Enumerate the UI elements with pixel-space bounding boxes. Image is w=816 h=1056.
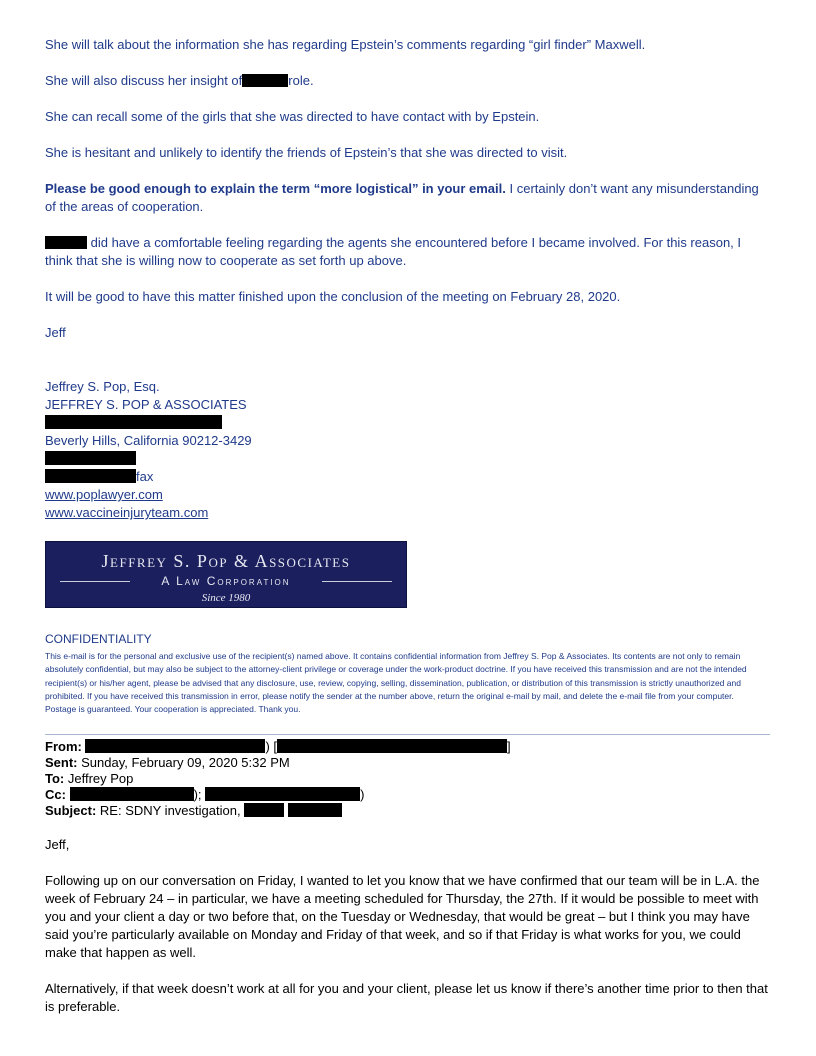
- confidentiality-body: This e-mail is for the personal and exclusive use of the recipient(s) named above. It contains confidential information from Jeffrey S. Pop & Associates. Its contents are not only to remain absolutely confidential, but may also be subject to the attorney-client privilege or coverage under the work-product doctrine. If you have received this transmission and are not the intended recipient(s) or his/her agent, please be advised that any disclosure, use, review, copying, selling, dissemination, publication, or distribution of this transmission is strictly unauthorized and prohibited. If you have received this transmission in error, please notify the sender at the number above, return the original e-mail by mail, and delete the e-mail file from your computer. Postage is guaranteed. Your cooperation is appreciated. Thank you.: [45, 651, 747, 715]
- fax-label: fax: [136, 469, 154, 484]
- paragraph-finished: It will be good to have this matter finished upon the conclusion of the meeting on February 28, 2020.: [45, 289, 621, 304]
- redaction-block: [277, 739, 507, 753]
- redaction-block: [205, 787, 360, 801]
- signature-phone: [45, 450, 136, 468]
- subject-label: Subject:: [45, 803, 97, 818]
- logo-corp-text: A Law Corporation: [161, 574, 291, 588]
- insight-text-end: role.: [288, 73, 314, 88]
- redaction-block: [45, 415, 222, 429]
- comfortable-text: did have a comfortable feeling regarding the agents she encountered before I became involved. For this reason, I think that she is willing now to cooperate as set forth up above.: [45, 235, 742, 268]
- signature-name: Jeffrey S. Pop, Esq.: [45, 379, 160, 394]
- redaction-block: [244, 803, 284, 817]
- subject-row: [45, 803, 342, 819]
- redaction-block: [45, 236, 87, 249]
- from-row: [45, 739, 511, 755]
- signoff: Jeff: [45, 325, 66, 340]
- redaction-block: [45, 469, 136, 483]
- reply-greeting: Jeff,: [45, 837, 70, 852]
- signature-fax: [45, 468, 153, 486]
- from-label: From:: [45, 739, 82, 754]
- header-divider: [45, 734, 770, 735]
- paragraph-recall: She can recall some of the girls that she was directed to have contact with by Epstein.: [45, 109, 540, 124]
- from-bracket: ]: [507, 739, 511, 754]
- cc-row: [45, 787, 364, 803]
- from-paren: ) [: [265, 739, 278, 754]
- to-label: To:: [45, 771, 65, 786]
- logo-rule-right: [322, 581, 392, 582]
- paragraph-hesitant: She is hesitant and unlikely to identify the friends of Epstein’s that she was directed to visit.: [45, 145, 568, 160]
- vaccineinjury-link[interactable]: www.vaccineinjuryteam.com: [45, 505, 209, 520]
- redaction-block: [85, 739, 265, 753]
- paragraph-girl-finder: She will talk about the information she has regarding Epstein’s comments regarding “girl finder” Maxwell.: [45, 37, 646, 52]
- logistical-rest: I certainly don’t want any misunderstanding of the areas of cooperation.: [45, 181, 759, 214]
- sent-label: Sent:: [45, 755, 78, 770]
- signature-firm: JEFFREY S. POP & ASSOCIATES: [45, 397, 247, 412]
- firm-logo: [45, 541, 407, 608]
- paragraph-logistical: [45, 180, 770, 216]
- signature-address: [45, 414, 222, 432]
- to-row: [45, 771, 133, 787]
- redaction-block: [70, 787, 194, 801]
- cc-sep: );: [193, 787, 206, 802]
- confidentiality-title: CONFIDENTIALITY: [45, 632, 152, 646]
- logo-firm-name: Jeffrey S. Pop & Associates: [101, 551, 351, 571]
- redaction-block: [45, 451, 136, 465]
- insight-text: She will also discuss her insight of: [45, 73, 243, 88]
- sent-value: Sunday, February 09, 2020 5:32 PM: [77, 755, 290, 770]
- sent-row: [45, 755, 290, 771]
- paragraph-insight: [45, 72, 314, 90]
- paragraph-comfortable: [45, 234, 770, 270]
- cc-paren: ): [360, 787, 365, 802]
- redaction-block: [242, 74, 288, 87]
- logo-corp-line: [60, 574, 392, 588]
- logistical-bold: Please be good enough to explain the term “more logistical” in your email.: [45, 181, 506, 196]
- cc-label: Cc:: [45, 787, 66, 802]
- reply-paragraph-2: Alternatively, if that week doesn’t work at all for you and your client, please let us know if there’s another time prior to then that is preferable.: [45, 981, 768, 1014]
- poplawyer-link[interactable]: www.poplawyer.com: [45, 487, 163, 502]
- to-value: Jeffrey Pop: [64, 771, 134, 786]
- signature-city: Beverly Hills, California 90212-3429: [45, 433, 252, 448]
- redaction-block: [288, 803, 342, 817]
- logo-since: Since 1980: [201, 592, 251, 604]
- subject-value: RE: SDNY investigation,: [96, 803, 241, 818]
- reply-paragraph-1: Following up on our conversation on Friday, I wanted to let you know that we have confirmed that our team will be in L.A. the week of February 24 – in particular, we have a meeting scheduled for Thursday, the 27th. If it would be possible to meet with you and your client a day or two before that, on the Tuesday or Wednesday, that would be great – but I think you may have said you’re particularly available on Monday and Friday of that week, and so if that Friday is what works for you, we could make that happen as well.: [45, 873, 760, 960]
